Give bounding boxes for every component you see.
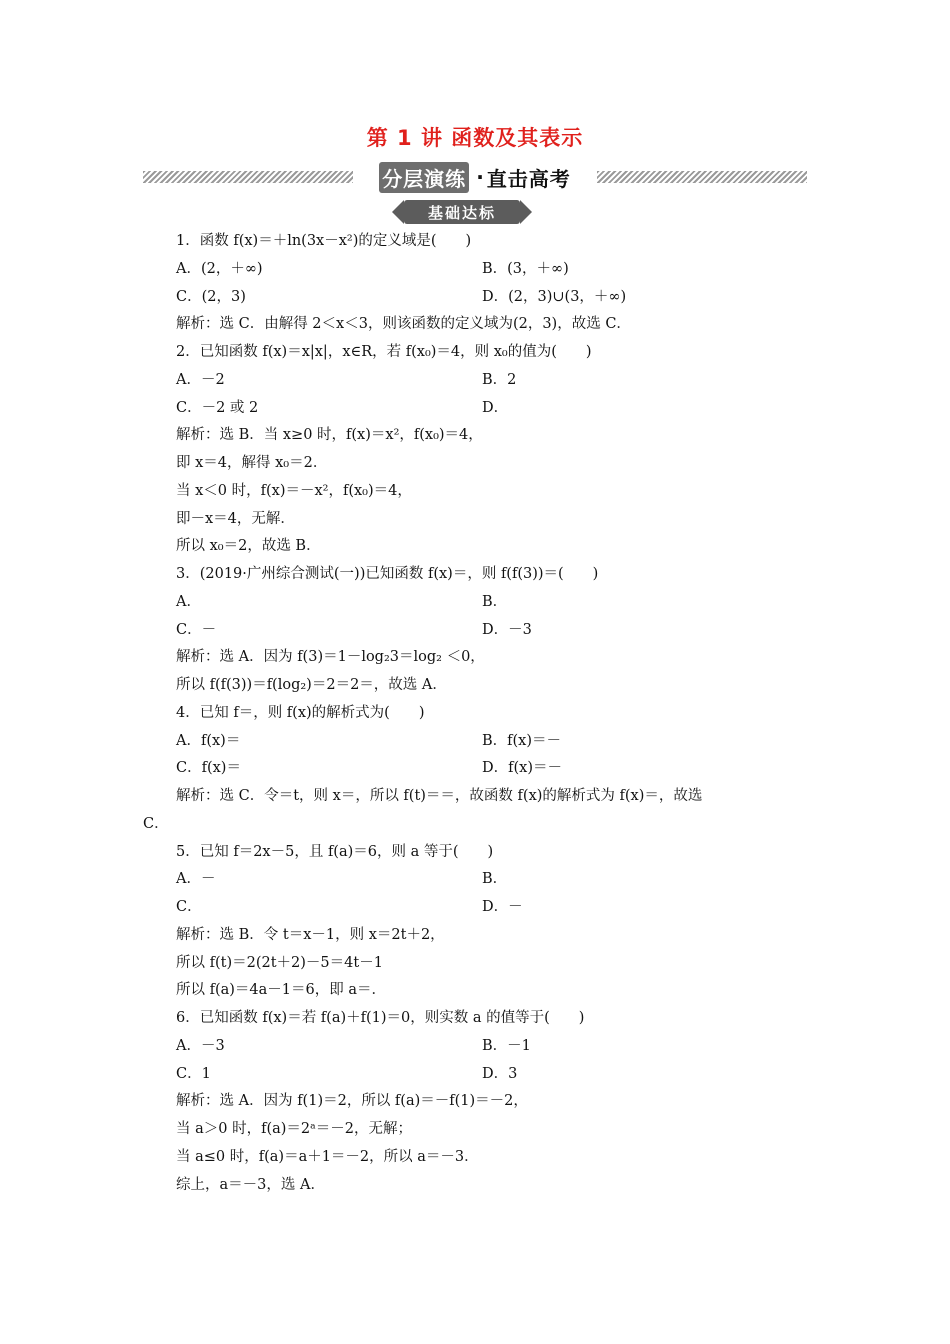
solution-line: 解析：选 C．由解得 2＜x＜3，则该函数的定义域为(2，3)，故选 C．	[176, 316, 631, 333]
question-5: 5．已知 f＝2x－5，且 f(a)＝6，则 a 等于( )	[176, 843, 494, 860]
solution-line: 即－x＝4，无解．	[176, 510, 295, 527]
option-a: A．(2，＋∞)	[176, 260, 263, 277]
options-row	[143, 866, 807, 894]
solution-line: 解析：选 B．当 x≥0 时，f(x)＝x²，f(x₀)＝4，	[176, 427, 483, 444]
question-2: 2．已知函数 f(x)＝x|x|，x∈R，若 f(x₀)＝4，则 x₀的值为( )	[176, 344, 592, 360]
banner-box-text: 分层演练	[379, 162, 469, 193]
option-c: C．－2 或 2	[176, 399, 259, 416]
badge-arrow-left	[392, 200, 404, 224]
options-row	[143, 395, 807, 423]
option-c: C．(2，3)	[176, 288, 246, 305]
banner-center	[357, 162, 593, 192]
option-a: A．	[176, 593, 201, 610]
option-b: B．2	[482, 371, 517, 388]
options-row	[143, 367, 807, 395]
option-b: B．(3，＋∞)	[482, 260, 569, 277]
badge-arrow-right	[520, 200, 532, 224]
options-row	[143, 894, 807, 922]
section-banner	[143, 162, 807, 192]
options-row	[143, 728, 807, 756]
option-c: C．－	[176, 621, 217, 638]
option-a: A．－	[176, 871, 216, 888]
badge-label: 基础达标	[404, 200, 520, 224]
options-row	[143, 755, 807, 783]
banner-text: 直击高考	[486, 166, 571, 191]
options-row	[143, 1061, 807, 1089]
section-badge	[392, 200, 532, 224]
option-c: C．1	[176, 1065, 211, 1082]
option-b: B．－1	[482, 1037, 531, 1054]
options-row	[143, 589, 807, 617]
page-title: 第 1 讲 函数及其表示	[366, 126, 584, 150]
option-b: B．f(x)＝－	[482, 732, 562, 749]
solution-line: 所以 f(t)＝2(2t＋2)－5＝4t－1	[176, 954, 383, 971]
solution-line: 综上，a＝－3，选 A．	[176, 1176, 325, 1193]
option-d: D．f(x)＝－	[482, 760, 562, 777]
option-a: A．－2	[176, 371, 225, 388]
solution-line: 当 a＞0 时，f(a)＝2ᵃ＝－2，无解；	[176, 1121, 412, 1137]
solution-line: 所以 x₀＝2，故选 B．	[176, 538, 321, 555]
options-row	[143, 284, 807, 312]
option-c: C．f(x)＝	[176, 760, 241, 777]
exercise-content	[143, 228, 807, 1199]
solution-line: 解析：选 C．令＝t，则 x＝，所以 f(t)＝＝，故函数 f(x)的解析式为 f(x)＝，故选	[176, 788, 703, 804]
banner-hatch-left	[143, 171, 353, 183]
question-1: 1．函数 f(x)＝＋ln(3x－x²)的定义域是( )	[176, 233, 472, 249]
question-3: 3．(2019·广州综合测试(一))已知函数 f(x)＝，则 f(f(3))＝( )	[176, 566, 599, 582]
option-b: B．	[482, 593, 508, 610]
option-b: B．	[482, 871, 508, 888]
solution-line: 解析：选 A．因为 f(3)＝1－log₂3＝log₂ ＜0，	[176, 649, 485, 666]
option-d: D．(2，3)∪(3，＋∞)	[482, 288, 627, 305]
solution-line: 所以 f(f(3))＝f(log₂)＝2＝2＝，故选 A．	[176, 677, 447, 693]
question-4: 4．已知 f＝，则 f(x)的解析式为( )	[176, 704, 425, 721]
option-d: D．－	[482, 899, 523, 915]
options-row	[143, 256, 807, 284]
solution-line-continued: C．	[143, 815, 169, 832]
option-d: D．	[482, 399, 509, 416]
options-row	[143, 1033, 807, 1061]
option-c: C．	[176, 899, 202, 915]
option-a: A．f(x)＝	[176, 732, 241, 749]
solution-line: 当 x＜0 时，f(x)＝－x²，f(x₀)＝4，	[176, 482, 412, 499]
solution-line: 即 x＝4，解得 x₀＝2．	[176, 455, 328, 471]
solution-line: 解析：选 A．因为 f(1)＝2，所以 f(a)＝－f(1)＝－2，	[176, 1093, 528, 1110]
option-d: D．3	[482, 1065, 518, 1082]
options-row	[143, 617, 807, 645]
solution-line: 所以 f(a)＝4a－1＝6，即 a＝．	[176, 982, 387, 999]
option-a: A．－3	[176, 1037, 225, 1054]
solution-line: 当 a≤0 时，f(a)＝a＋1＝－2，所以 a＝－3．	[176, 1148, 479, 1165]
banner-hatch-right	[597, 171, 807, 183]
option-d: D．－3	[482, 621, 532, 638]
banner-dot: ·	[476, 165, 484, 189]
question-6: 6．已知函数 f(x)＝若 f(a)＋f(1)＝0，则实数 a 的值等于( )	[176, 1010, 585, 1026]
solution-line: 解析：选 B．令 t＝x－1，则 x＝2t＋2，	[176, 926, 445, 943]
